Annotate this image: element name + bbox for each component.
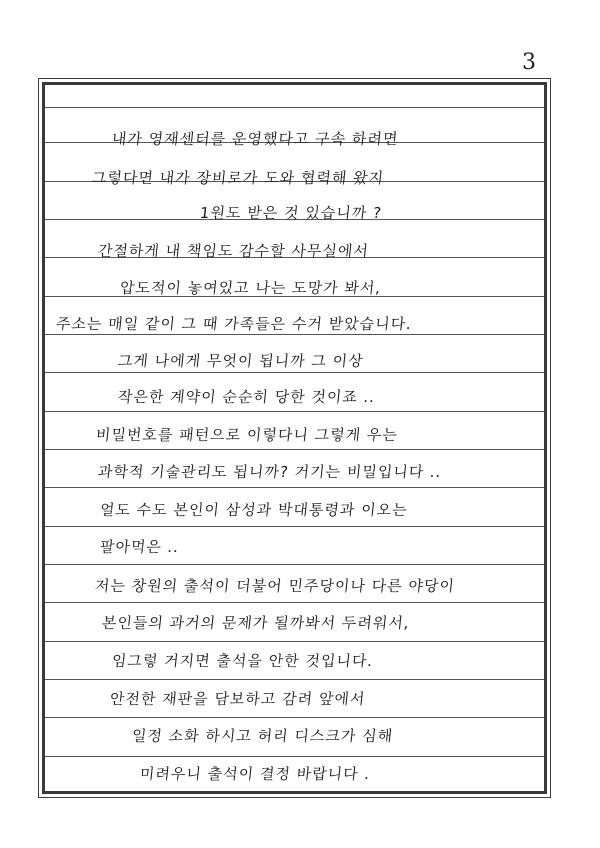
ruled-line	[45, 564, 544, 565]
handwritten-line: 압도적이 놓여있고 나는 도망가 봐서,	[119, 279, 383, 297]
handwritten-line: 본인들의 과거의 문제가 될까봐서 두려워서,	[101, 614, 411, 632]
page-number: 3	[522, 50, 536, 75]
handwritten-line: 1원도 받은 것 있습니까 ?	[199, 204, 383, 222]
handwritten-line: 주소는 매일 같이 그 때 가족들은 수거 받았습니다.	[55, 315, 413, 333]
ruled-line	[45, 756, 544, 757]
handwritten-line: 간절하게 내 책임도 감수할 사무실에서	[97, 242, 370, 260]
handwritten-line: 저는 창원의 출석이 더불어 민주당이나 다른 야당이	[94, 577, 456, 595]
ruled-line	[45, 411, 544, 412]
ruled-line	[45, 372, 544, 373]
handwritten-line: 그게 나에게 무엇이 됩니까 그 이상	[117, 352, 365, 370]
handwritten-line: 내가 영재센터를 운영했다고 구속 하려면	[111, 130, 400, 148]
ruled-line	[45, 641, 544, 642]
handwritten-line: 그렇다면 내가 장비로가 도와 협력해 왔지	[91, 169, 386, 187]
ruled-line	[45, 334, 544, 335]
ruled-line	[45, 602, 544, 603]
ruled-line	[45, 487, 544, 488]
handwritten-line: 비밀번호를 패턴으로 이렇다니 그렇게 우는	[95, 426, 399, 444]
handwritten-line: 일정 소화 하시고 허리 디스크가 심해	[131, 727, 395, 745]
handwritten-line: 안전한 재판을 담보하고 감려 앞에서	[109, 690, 367, 708]
ruled-line	[45, 526, 544, 527]
ruled-line	[45, 449, 544, 450]
handwritten-line: 미려우니 출석이 결정 바랍니다 .	[139, 765, 372, 783]
ruled-line	[45, 717, 544, 718]
ruled-line	[45, 679, 544, 680]
handwritten-line: 임그렇 거지면 출석을 안한 것입니다.	[111, 652, 375, 670]
handwritten-line: 얼도 수도 본인이 삼성과 박대통령과 이오는	[99, 501, 409, 519]
handwritten-line: 과학적 기술관리도 됩니까? 거기는 비밀입니다 ..	[97, 463, 443, 481]
handwritten-line: 팔아먹은 ..	[99, 538, 181, 556]
ruled-line	[45, 107, 544, 108]
handwritten-line: 작은한 계약이 순순히 당한 것이죠 ..	[117, 388, 377, 406]
